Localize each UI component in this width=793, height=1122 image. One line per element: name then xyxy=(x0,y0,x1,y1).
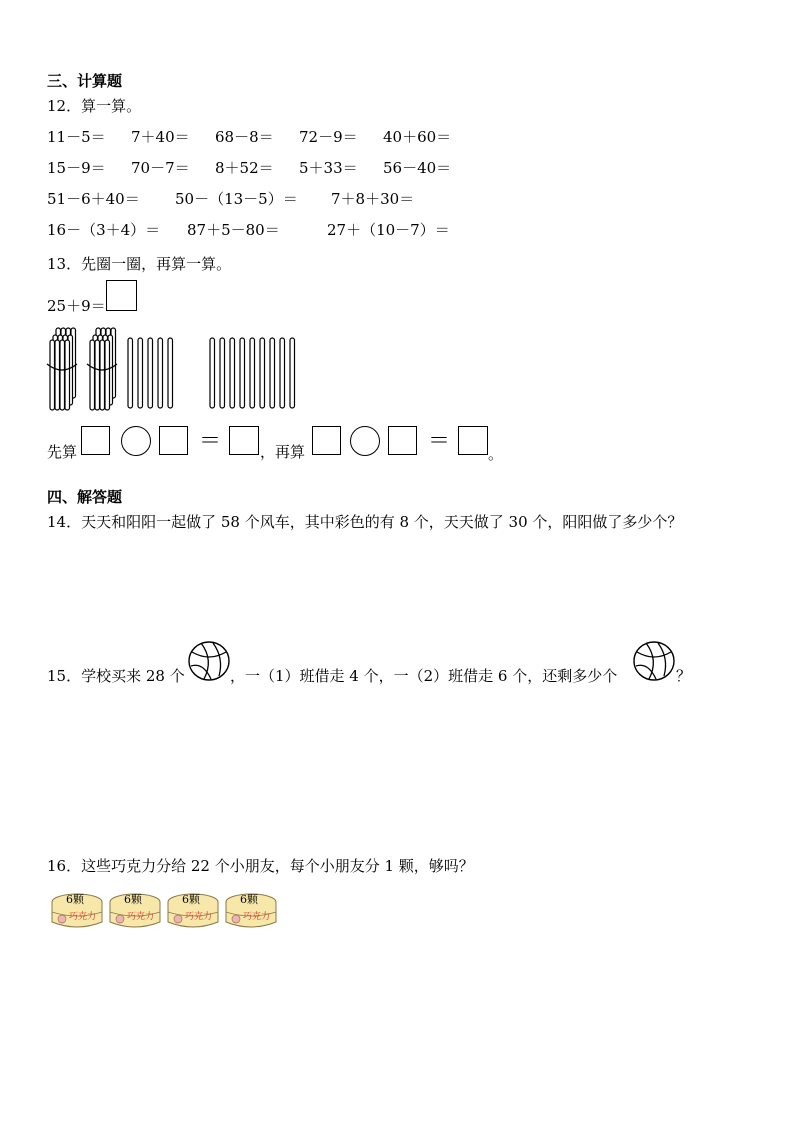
q12-item: 72－9＝ xyxy=(299,128,358,146)
chocolate-name-label: 巧克力 xyxy=(243,912,271,922)
section-4-title: 四、解答题 xyxy=(47,488,123,506)
bundle-stick xyxy=(105,340,110,410)
then-calc-result-box[interactable] xyxy=(458,426,488,455)
chocolate-box xyxy=(108,892,162,930)
first-calc-operator-circle[interactable] xyxy=(121,426,151,456)
q12-item: 56－40＝ xyxy=(383,159,452,177)
loose-stick xyxy=(260,338,265,408)
q12-item: 7＋40＝ xyxy=(131,128,190,146)
chocolate-boxes xyxy=(50,890,280,932)
loose-stick xyxy=(290,338,295,408)
bundle-stick xyxy=(60,340,65,410)
bundle-stick xyxy=(100,340,105,410)
chocolate-count-label: 6颗 xyxy=(124,893,142,906)
first-calc-equals: ＝ xyxy=(199,429,222,454)
q15-text-part2: ，一（1）班借走 4 个，一（2）班借走 6 个，还剩多少个 xyxy=(230,667,618,685)
q12-item: 7＋8＋30＝ xyxy=(331,190,415,208)
q16-text: 16．这些巧克力分给 22 个小朋友，每个小朋友分 1 颗，够吗？ xyxy=(47,857,474,875)
loose-stick xyxy=(168,338,173,408)
bundle-stick xyxy=(65,340,70,410)
q12-item: 8＋52＝ xyxy=(215,159,274,177)
loose-stick xyxy=(128,338,133,408)
first-calc-box-2[interactable] xyxy=(159,426,188,455)
q13-expression: 25＋9＝ xyxy=(47,297,106,315)
loose-stick xyxy=(230,338,235,408)
then-calc-box-2[interactable] xyxy=(388,426,417,455)
bundle-stick xyxy=(95,340,100,410)
q12-item: 16－（3＋4）＝ xyxy=(47,221,161,239)
chocolate-box xyxy=(50,892,104,930)
end-mark: 。 xyxy=(488,445,504,463)
q12-item: 70－7＝ xyxy=(131,159,190,177)
bundle-stick xyxy=(55,340,60,410)
chocolate-name-label: 巧克力 xyxy=(185,912,213,922)
loose-stick xyxy=(148,338,153,408)
q14-text: 14．天天和阳阳一起做了 58 个风车，其中彩色的有 8 个，天天做了 30 个，阳阳做了多少个？ xyxy=(47,513,683,531)
loose-stick xyxy=(240,338,245,408)
stick-bundle xyxy=(87,328,117,410)
q13-prompt: 13．先圈一圈，再算一算。 xyxy=(47,255,232,273)
q12-prompt: 12．算一算。 xyxy=(47,97,142,115)
chocolate-piece-icon xyxy=(116,915,124,923)
chocolate-count-label: 6颗 xyxy=(182,893,200,906)
chocolate-name-label: 巧克力 xyxy=(69,912,97,922)
q12-item: 27＋（10－7）＝ xyxy=(327,221,450,239)
loose-stick xyxy=(220,338,225,408)
first-calc-box-1[interactable] xyxy=(81,426,110,455)
q12-item: 15－9＝ xyxy=(47,159,106,177)
section-3-title: 三、计算题 xyxy=(47,72,123,90)
bundle-stick xyxy=(90,340,95,410)
loose-stick xyxy=(270,338,275,408)
then-calc-operator-circle[interactable] xyxy=(350,426,380,456)
chocolate-count-label: 6颗 xyxy=(66,893,84,906)
chocolate-box xyxy=(166,892,220,930)
first-calc-label: 先算 xyxy=(47,443,78,461)
q12-item: 50－（13－5）＝ xyxy=(175,190,298,208)
loose-stick xyxy=(210,338,215,408)
chocolate-piece-icon xyxy=(174,915,182,923)
first-calc-result-box[interactable] xyxy=(229,426,259,455)
loose-stick xyxy=(158,338,163,408)
chocolate-name-label: 巧克力 xyxy=(127,912,155,922)
q12-item: 87＋5－80＝ xyxy=(187,221,280,239)
basketball-icon xyxy=(187,640,231,682)
loose-stick xyxy=(280,338,285,408)
q12-item: 11－5＝ xyxy=(47,128,106,146)
stick-bundle xyxy=(47,328,77,410)
q15-text-part3: ？ xyxy=(676,667,692,685)
counting-sticks-figure xyxy=(44,326,324,412)
basketball-icon xyxy=(632,640,676,682)
q15-text-part1: 15．学校买来 28 个 xyxy=(47,667,185,685)
q13-answer-box[interactable] xyxy=(106,280,137,311)
loose-stick xyxy=(250,338,255,408)
chocolate-box xyxy=(224,892,278,930)
q12-item: 51－6＋40＝ xyxy=(47,190,140,208)
chocolate-piece-icon xyxy=(58,915,66,923)
then-calc-equals: ＝ xyxy=(428,429,451,454)
q12-item: 68－8＝ xyxy=(215,128,274,146)
then-calc-box-1[interactable] xyxy=(312,426,341,455)
loose-stick xyxy=(138,338,143,408)
q12-item: 5＋33＝ xyxy=(299,159,358,177)
chocolate-count-label: 6颗 xyxy=(240,893,258,906)
chocolate-piece-icon xyxy=(232,915,240,923)
then-calc-label: ，再算 xyxy=(260,443,306,461)
q12-item: 40＋60＝ xyxy=(383,128,452,146)
bundle-stick xyxy=(50,340,55,410)
